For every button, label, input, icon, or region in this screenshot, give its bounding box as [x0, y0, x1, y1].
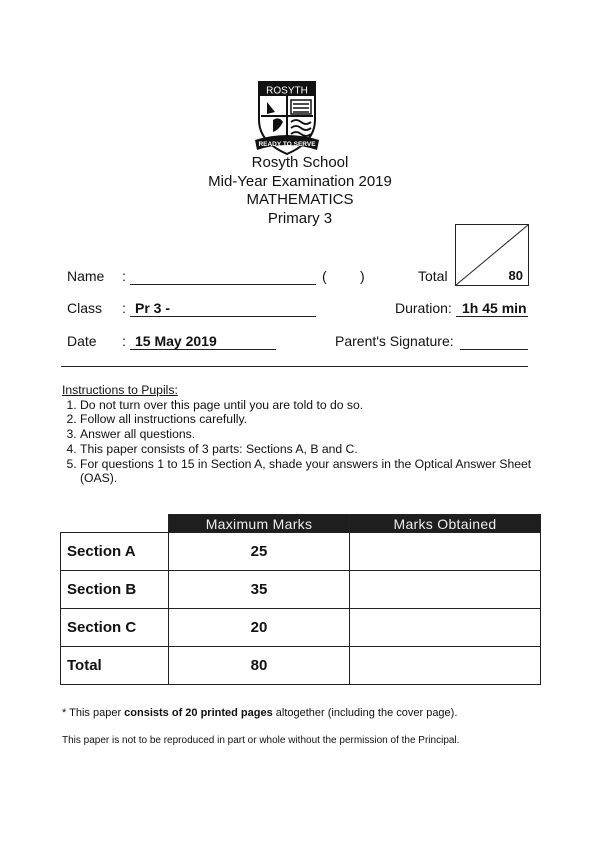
maximum-marks-header: Maximum Marks: [169, 515, 350, 533]
table-header-row: [61, 515, 541, 533]
section-label: Total: [61, 647, 169, 685]
subject-title: MATHEMATICS: [246, 191, 354, 208]
date-value: 15 May 2019: [135, 333, 217, 349]
date-colon: :: [122, 333, 126, 349]
instruction-item: 2. Follow all instructions carefully.: [80, 412, 532, 427]
school-name: Rosyth School: [251, 154, 349, 171]
page-count-note-bold: consists of 20 printed pages: [124, 707, 273, 719]
class-colon: :: [122, 300, 126, 316]
marks-obtained-cell[interactable]: [350, 609, 541, 647]
instruction-item: 5. For questions 1 to 15 in Section A, shade your answers in the Optical Answer Sheet (OAS).: [80, 457, 532, 486]
duration-value: 1h 45 min: [462, 300, 527, 316]
class-label: Class: [67, 300, 103, 316]
reproduction-notice: This paper is not to be reproduced in part or whole without the permission of the Principal.: [62, 735, 460, 746]
instructions-block: [62, 383, 532, 486]
class-value: Pr 3 -: [135, 300, 171, 316]
level-title: Primary 3: [267, 210, 333, 227]
duration-label: Duration:: [395, 300, 452, 316]
section-label: Section A: [61, 533, 169, 571]
table-row: [61, 647, 541, 685]
name-label: Name: [67, 268, 105, 284]
name-input-line[interactable]: [130, 284, 316, 285]
parent-signature-line[interactable]: [460, 349, 528, 350]
date-label: Date: [67, 333, 97, 349]
marks-obtained-cell[interactable]: [350, 647, 541, 685]
crest-banner-text: ROSYTH: [266, 85, 308, 97]
max-marks-cell: 80: [169, 647, 350, 685]
date-underline: [130, 349, 276, 350]
marks-table: [60, 514, 541, 685]
instruction-item: 1. Do not turn over this page until you are told to do so.: [80, 398, 532, 413]
school-crest-logo: [253, 80, 321, 158]
total-value: 80: [508, 268, 523, 283]
class-input-line[interactable]: [130, 316, 316, 317]
table-row: [61, 571, 541, 609]
register-number-close-paren: ): [360, 268, 365, 284]
marks-obtained-cell[interactable]: [350, 571, 541, 609]
section-label: Section C: [61, 609, 169, 647]
table-header-blank: [61, 515, 169, 533]
marks-obtained-header: Marks Obtained: [350, 515, 541, 533]
parent-signature-label: Parent's Signature:: [335, 333, 454, 349]
header-divider: [61, 366, 528, 367]
max-marks-cell: 25: [169, 533, 350, 571]
register-number-open-paren: (: [322, 268, 327, 284]
instruction-item: 3. Answer all questions.: [80, 427, 532, 442]
max-marks-cell: 20: [169, 609, 350, 647]
page-count-note-suffix: altogether (including the cover page).: [272, 707, 458, 719]
max-marks-cell: 35: [169, 571, 350, 609]
page-count-note-prefix: * This paper: [62, 707, 125, 719]
crest-icon: [253, 80, 321, 158]
instructions-heading: Instructions to Pupils:: [62, 383, 178, 397]
page-count-note: [62, 707, 542, 719]
instruction-item: 4. This paper consists of 3 parts: Sections A, B and C.: [80, 442, 532, 457]
total-label: Total: [418, 268, 448, 284]
marks-obtained-cell[interactable]: [350, 533, 541, 571]
table-row: [61, 533, 541, 571]
name-colon: :: [122, 268, 126, 284]
instructions-list: [62, 398, 532, 486]
table-row: [61, 609, 541, 647]
section-label: Section B: [61, 571, 169, 609]
total-score-box: [455, 224, 529, 286]
duration-underline: [456, 316, 528, 317]
crest-motto-text: READY TO SERVE: [258, 141, 316, 148]
exam-title: Mid-Year Examination 2019: [208, 173, 392, 190]
